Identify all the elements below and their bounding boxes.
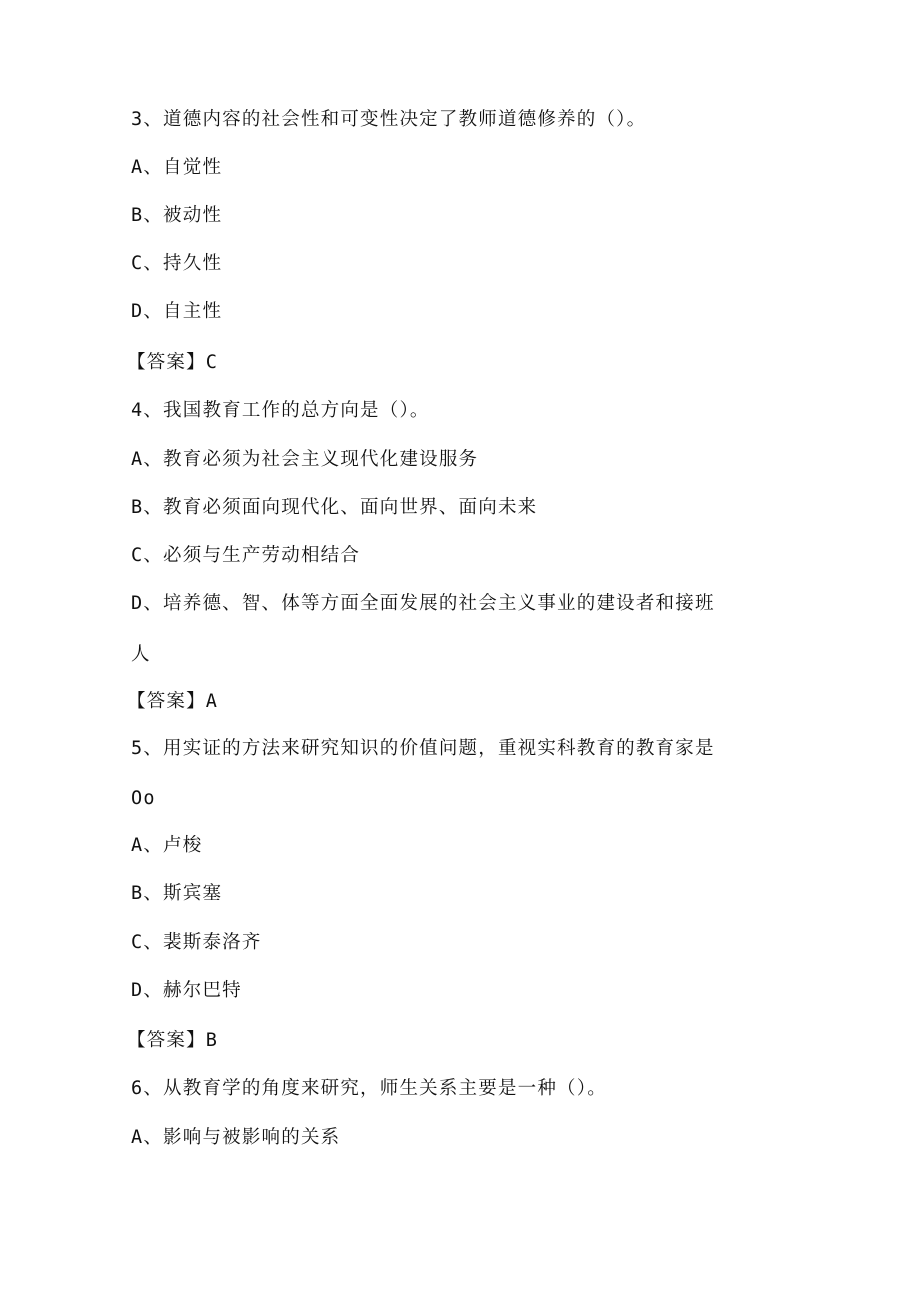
question-5-stem: 5、用实证的方法来研究知识的价值问题，重视实科教育的教育家是: [131, 738, 715, 759]
question-3-option-c: C、持久性: [131, 253, 223, 274]
question-3-stem: 3、道德内容的社会性和可变性决定了教师道德修养的（）。: [131, 109, 647, 130]
question-3-option-d: D、自主性: [131, 301, 223, 322]
question-6-option-a: A、影响与被影响的关系: [131, 1127, 341, 1148]
question-5-answer: 【答案】B: [127, 1030, 219, 1051]
question-3-option-b: B、被动性: [131, 205, 223, 226]
question-5-option-b: B、斯宾塞: [131, 883, 223, 904]
question-4-stem: 4、我国教育工作的总方向是（）。: [131, 400, 430, 421]
question-4-option-b: B、教育必须面向现代化、面向世界、面向未来: [131, 497, 538, 518]
question-4-option-c: C、必须与生产劳动相结合: [131, 545, 361, 566]
question-5-option-c: C、裴斯泰洛齐: [131, 932, 262, 953]
question-4-option-a: A、教育必须为社会主义现代化建设服务: [131, 449, 479, 470]
question-5-stem-continued: Oo: [131, 788, 156, 809]
question-3-answer: 【答案】C: [127, 352, 219, 373]
question-3-option-a: A、自觉性: [131, 157, 223, 178]
question-4-answer: 【答案】A: [127, 691, 219, 712]
question-4-option-d: D、培养德、智、体等方面全面发展的社会主义事业的建设者和接班: [131, 593, 715, 614]
question-5-option-a: A、卢梭: [131, 835, 203, 856]
question-5-option-d: D、赫尔巴特: [131, 980, 242, 1001]
question-4-option-d-continued: 人: [131, 644, 151, 665]
question-6-stem: 6、从教育学的角度来研究，师生关系主要是一种（）。: [131, 1078, 607, 1099]
